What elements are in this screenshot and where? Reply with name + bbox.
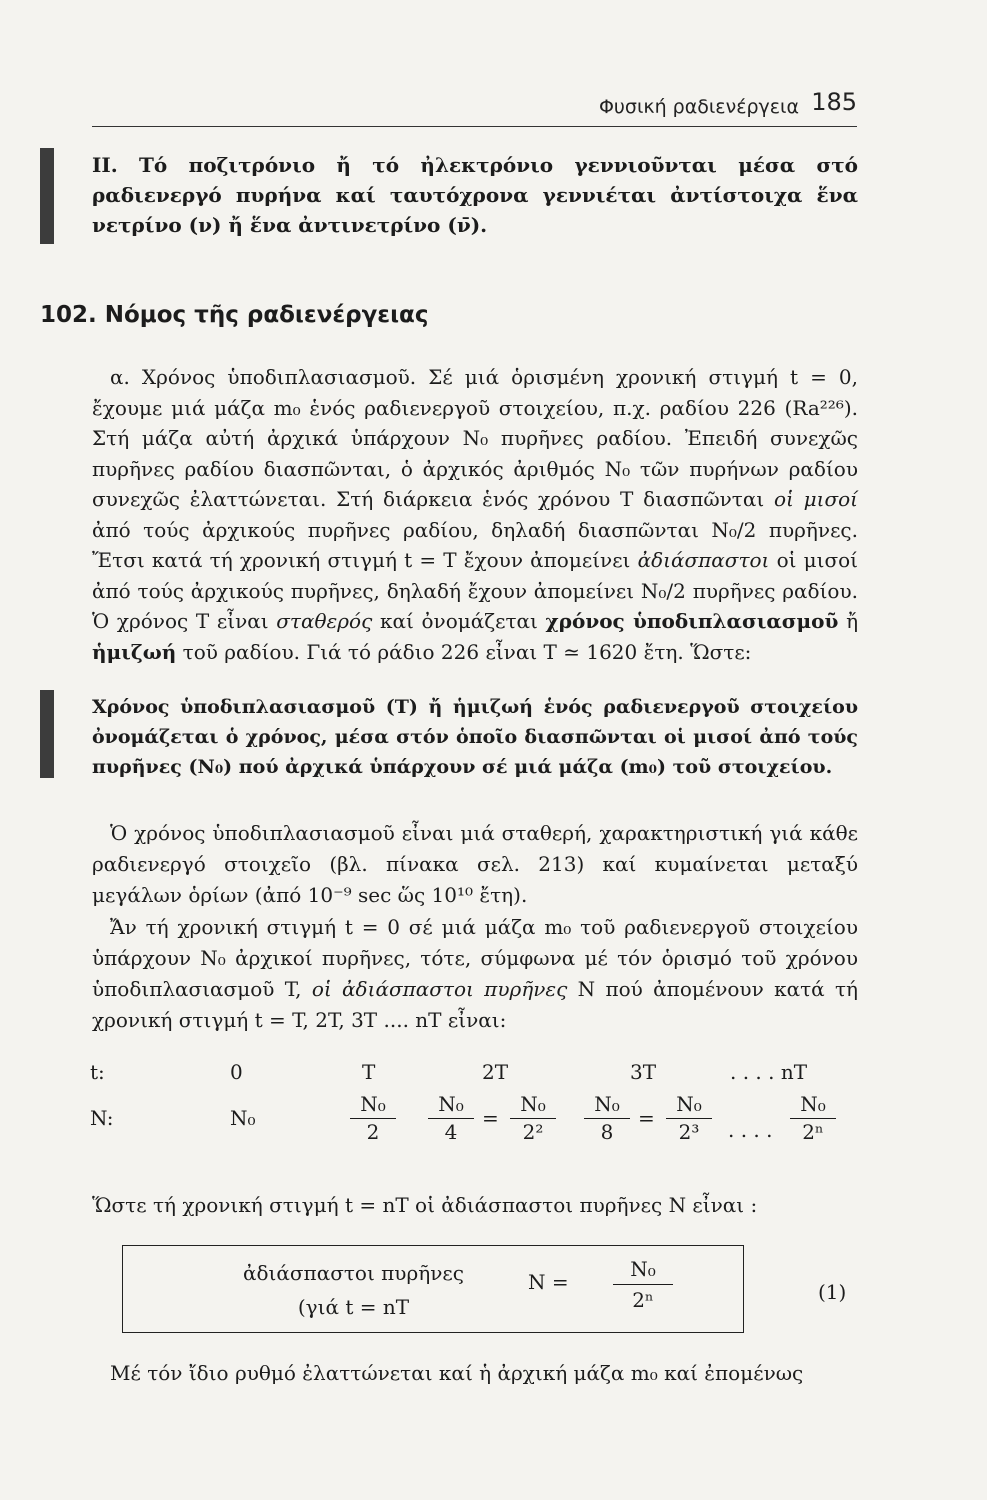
paragraph-text: Μέ τόν ἴδιο ρυθμό ἐλαττώνεται καί ἡ ἀρχική μάζα m₀ καί ἐπομένως [110, 1361, 804, 1385]
paragraph-text: καί ὀνομάζεται [379, 609, 538, 633]
paragraph-text: οἱ μισοί ἀπό τούς ἀρχικούς πυρῆνες, δηλαδή ἔχουν ἀπομείνει N₀/2 πυρῆνες ραδίου. Ὁ χρόνος T εἶναι [92, 548, 859, 633]
equals-sign: = [638, 1106, 655, 1130]
fraction-n0-over-2: $\frac{\text{N₀}}{2}$ [350, 1092, 396, 1145]
t-value: 0 [230, 1060, 243, 1084]
paragraph-text: Ὁ χρόνος ὑποδιπλασιασμοῦ εἶναι μιά σταθερή, χαρακτηριστική γιά κάθε ραδιενεργό στοιχεῖο (βλ. πίνακα σελ. 213) καί κυμαίνεται μεταξύ μεγάλων ὁρίων (ἀπό 10⁻⁹ sec ὥς 10¹⁰ ἔτη). [92, 821, 858, 907]
fraction-n0-over-2-squared: $\frac{\text{N₀}}{\text{2²}}$ [510, 1092, 556, 1145]
definition-box [92, 692, 858, 782]
t-value: T [362, 1060, 376, 1084]
t-row-label: t: [90, 1060, 105, 1084]
fraction-n0-over-2-cubed: $\frac{\text{N₀}}{\text{2³}}$ [666, 1092, 712, 1145]
italic-text: ἀδιάσπαστοι [637, 548, 770, 572]
italic-text: σταθερός [276, 609, 373, 633]
paragraph-text: N πού ἀπομένουν κατά τή χρονική στιγμή t = T, 2T, 3T .... nT εἶναι: [92, 977, 859, 1032]
t-value: 2T [482, 1060, 509, 1084]
bold-term: ἡμιζωή [92, 639, 177, 664]
section-heading: 102. Νόμος τῆς ραδιενέργειας [40, 302, 429, 328]
equation-number: (1) [818, 1280, 847, 1304]
formula-box [122, 1245, 744, 1333]
italic-text: οἱ ἀδιάσπαστοι πυρῆνες [311, 977, 568, 1001]
paragraph-mass [92, 1358, 858, 1388]
formula-label-line: (γιά t = nT [297, 1295, 410, 1319]
highlight-bar [40, 690, 54, 778]
paragraph-conclusion [92, 1190, 858, 1220]
t-value: 3T [630, 1060, 657, 1084]
paragraph-half-life-range [92, 818, 858, 911]
header-title: Φυσική ραδιενέργεια [598, 96, 799, 118]
formula-label [243, 1256, 464, 1324]
formula-label-line: ἀδιάσπαστοι πυρῆνες [243, 1261, 464, 1285]
paragraph-text: τοῦ ραδίου. Γιά τό ράδιο 226 εἶναι T ≃ 1620 ἔτη. Ὥστε: [182, 639, 752, 664]
paragraph-remaining-nuclei [92, 912, 858, 1036]
statement-number: II. [92, 153, 118, 177]
italic-text: οἱ μισοί [773, 487, 858, 511]
running-header [92, 86, 857, 127]
formula-fraction: $\frac{\text{N₀}}{\text{2ⁿ}}$ [613, 1254, 673, 1315]
fraction-n0-over-8: $\frac{\text{N₀}}{8}$ [584, 1092, 630, 1145]
fraction-n0-over-4: $\frac{\text{N₀}}{4}$ [428, 1092, 474, 1145]
paragraph-half-life [92, 362, 858, 667]
paragraph-text: ἤ [846, 609, 859, 633]
n-initial: N₀ [230, 1106, 256, 1130]
statement-box-ii [92, 150, 858, 240]
t-value: . . . . nT [730, 1060, 808, 1084]
decay-table [90, 1060, 870, 1170]
paragraph-text: Ἄν τή χρονική στιγμή t = 0 σέ μιά μάζα m₀ τοῦ ραδιενεργοῦ στοιχείου ὑπάρχουν N₀ ἀρχικοί πυρῆνες, τότε, σύμφωνα μέ τόν ὁρισμό τοῦ χρόνου ὑποδιπλασιασμοῦ T, [92, 915, 858, 1001]
paragraph-text: ἀπό τούς ἀρχικούς πυρῆνες ραδίου, δηλαδή διασπῶνται N₀/2 πυρῆνες. Ἔτσι κατά τή χρονική στιγμή t = T ἔχουν ἀπομείνει [92, 517, 858, 572]
paragraph-text: Ὥστε τή χρονική στιγμή t = nT οἱ ἀδιάσπαστοι πυρῆνες N εἶναι : [92, 1193, 758, 1217]
equals-sign: = [482, 1106, 499, 1130]
page-number: 185 [811, 88, 857, 116]
statement-text: Τό ποζιτρόνιο ἤ τό ἠλεκτρόνιο γεννιοῦνται μέσα στό ραδιενεργό πυρήνα καί ταυτόχρονα γεννιέται ἀντίστοιχα ἕνα νετρίνο (ν) ἤ ἕνα ἀντινετρίνο (ν̄). [92, 153, 859, 237]
formula-lhs: N = [528, 1270, 569, 1294]
ellipsis: . . . . [728, 1118, 773, 1142]
bold-term: χρόνος ὑποδιπλασιασμοῦ [545, 609, 839, 633]
definition-text: Χρόνος ὑποδιπλασιασμοῦ (T) ἤ ἡμιζωή ἑνός ραδιενεργοῦ στοιχείου ὀνομάζεται ὁ χρόνος, μέσα στόν ὁποῖο διασπῶνται οἱ μισοί ἀπό τούς πυρῆνες (N₀) πού ἀρχικά ὑπάρχουν σέ μιά μάζα (m₀) τοῦ στοιχείου. [92, 696, 858, 778]
highlight-bar [40, 148, 54, 244]
n-row-label: N: [90, 1106, 114, 1130]
paragraph-text: α. Χρόνος ὑποδιπλασιασμοῦ. Σέ μιά ὁρισμένη χρονική στιγμή t = 0, ἔχουμε μιά μάζα m₀ ἑνός ραδιενεργοῦ στοιχείου, π.χ. ραδίου 226 (Ra²²⁶). Στή μάζα αὐτή ἀρχικά ὑπάρχουν N₀ πυρῆνες ραδίου. Ἐπειδή συνεχῶς πυρῆνες ραδίου διασπῶνται, ὁ ἀρχικός ἀριθμός N₀ τῶν πυρήνων ραδίου συνεχῶς ἐλαττώνεται. Στή διάρκεια ἑνός χρόνου T διασπῶνται [92, 365, 858, 511]
fraction-n0-over-2-power-n: $\frac{\text{N₀}}{\text{2ⁿ}}$ [790, 1092, 836, 1145]
